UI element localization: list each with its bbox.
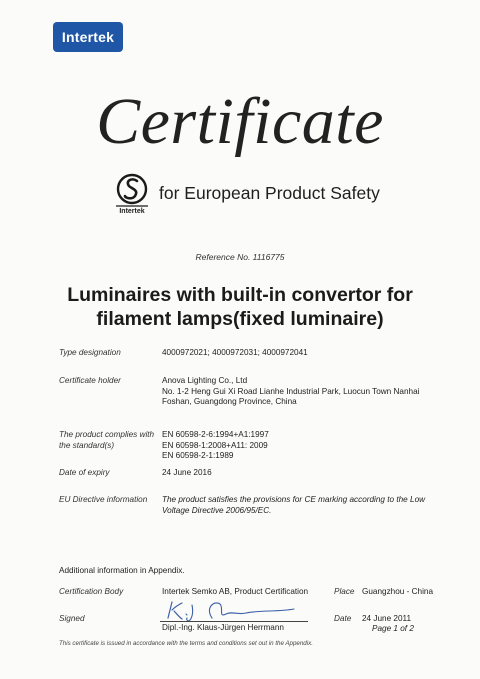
product-description (40, 283, 440, 331)
type-designation-value: 4000972021; 4000972031; 4000972041 (162, 348, 308, 357)
certificate-subtitle: for European Product Safety (159, 183, 380, 203)
standards-label-line: the standard(s) (59, 440, 115, 450)
standard-item: EN 60598-2-1:1989 (162, 451, 234, 460)
type-designation-label: Type designation (59, 348, 121, 357)
page-number: Page 1 of 2 (372, 624, 414, 633)
signed-label: Signed (59, 614, 85, 623)
additional-info: Additional information in Appendix. (59, 566, 185, 575)
date-label: Date (334, 614, 352, 623)
certificate-title: Certificate (96, 85, 384, 158)
holder-line: Anova Lighting Co., Ltd (162, 376, 248, 385)
standards-label (59, 430, 154, 451)
certificate-holder-label: Certificate holder (59, 376, 121, 385)
product-line-2: filament lamps(fixed luminaire) (96, 308, 384, 330)
directive-value (162, 495, 425, 516)
place-label: Place (334, 587, 355, 596)
standards-label-line: The product complies with (59, 430, 155, 439)
date-value: 24 June 2011 (362, 614, 412, 623)
product-line-1: Luminaires with built-in convertor for (67, 284, 413, 306)
certification-body-label: Certification Body (59, 587, 124, 596)
directive-label: EU Directive information (59, 495, 148, 504)
expiry-label: Date of expiry (59, 468, 110, 477)
place-value: Guangzhou - China (362, 587, 434, 596)
intertek-logo (53, 22, 123, 52)
standard-item: EN 60598-2-6:1994+A1:1997 (162, 430, 269, 439)
standards-value (162, 430, 269, 462)
footer-note: This certificate is issued in accordance with the terms and conditions set out in the Appendix. (59, 640, 313, 647)
directive-line: Voltage Directive 2006/95/EC. (162, 505, 272, 515)
signatory-name: Dipl.-Ing. Klaus-Jürgen Herrmann (162, 623, 284, 632)
holder-line: No. 1-2 Heng Gui Xi Road Lianhe Industrial Park, Luocun Town Nanhai (162, 386, 420, 396)
reference-number: Reference No. 1116775 (195, 252, 285, 262)
logo-text: Intertek (61, 29, 115, 45)
signature-line (160, 621, 308, 622)
directive-line: The product satisfies the provisions for CE marking according to the Low (162, 495, 426, 504)
expiry-value: 24 June 2016 (162, 468, 212, 477)
certificate-holder-value (162, 376, 419, 408)
s-mark-label: Intertek (119, 208, 145, 215)
certification-body-value: Intertek Semko AB, Product Certification (162, 587, 309, 596)
holder-line: Foshan, Guangdong Province, China (162, 397, 297, 406)
standard-item: EN 60598-1:2008+A11: 2009 (162, 440, 268, 450)
